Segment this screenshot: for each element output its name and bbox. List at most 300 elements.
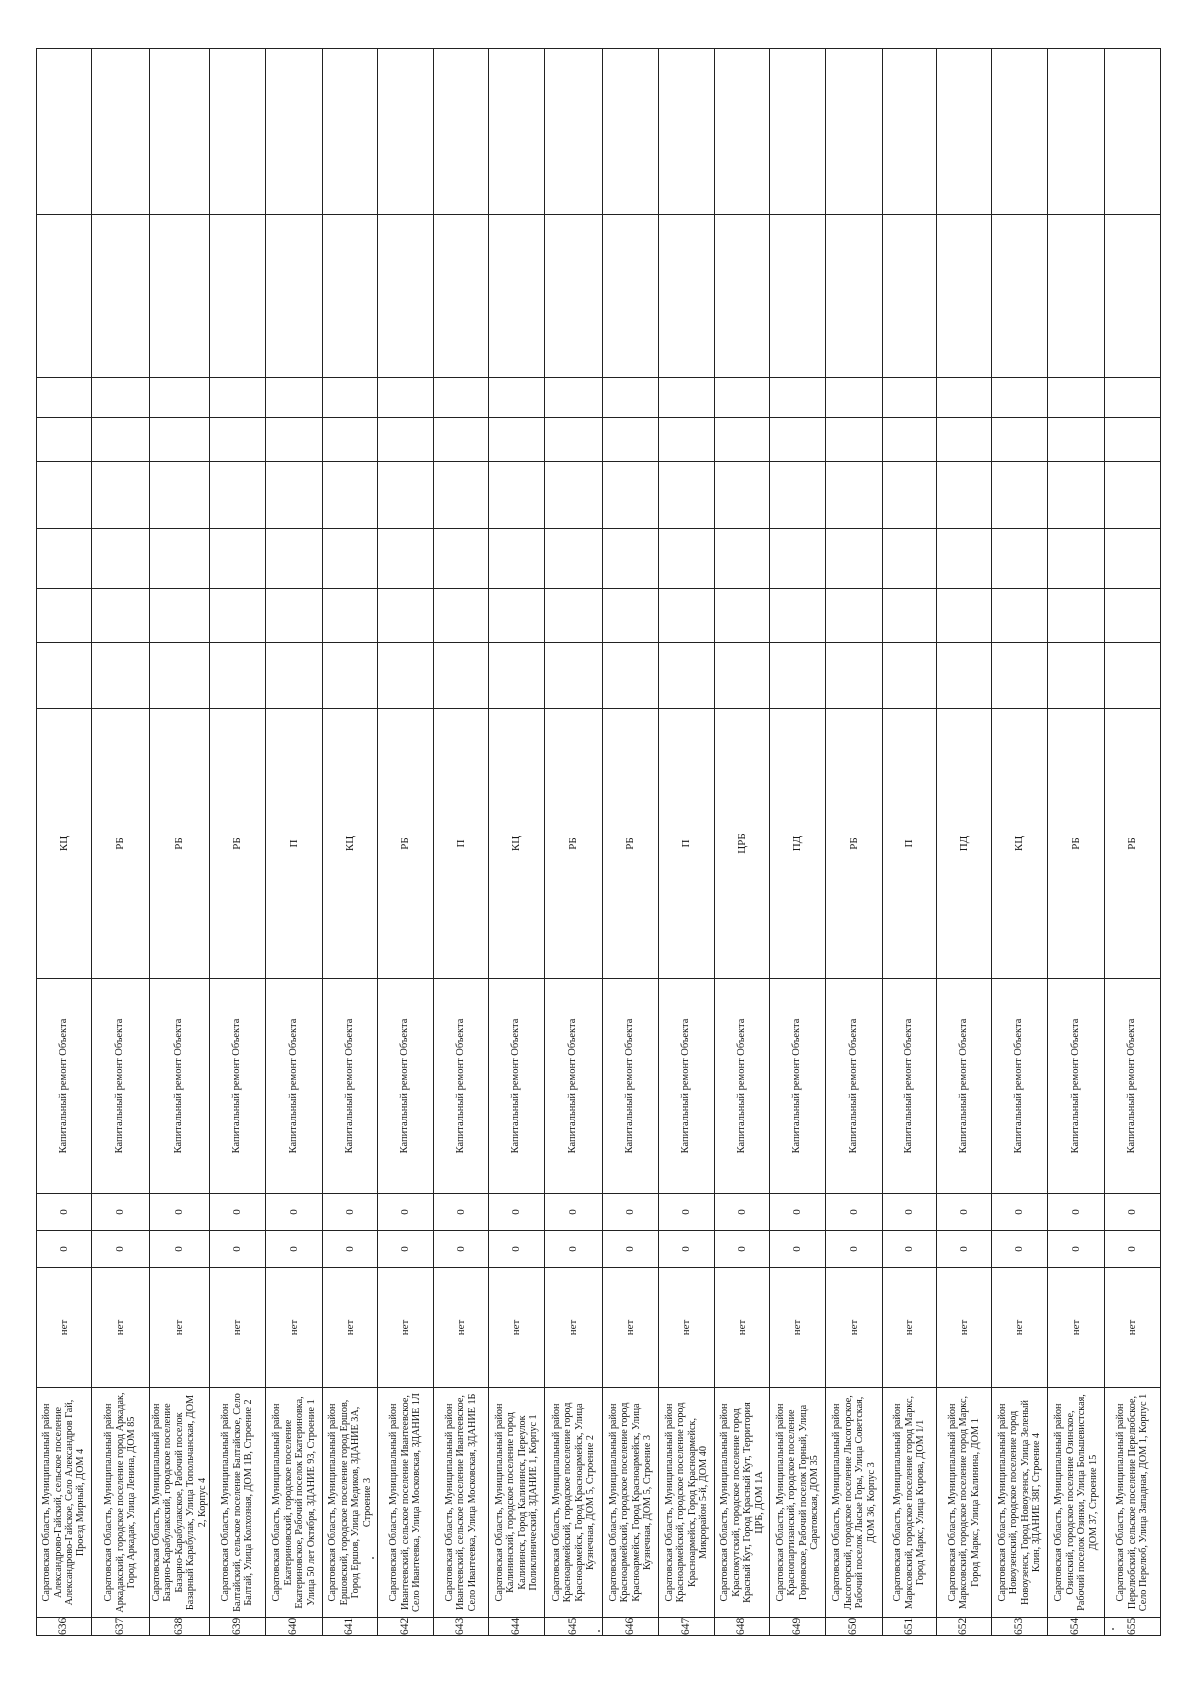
empty-cell [545, 462, 603, 529]
empty-cell [92, 378, 150, 418]
scan-speck [372, 1557, 374, 1559]
empty-cell [378, 49, 434, 215]
empty-cell [883, 215, 937, 378]
contract-cell: нет [266, 1268, 323, 1388]
empty-cell [992, 643, 1048, 709]
empty-cell [545, 589, 603, 643]
value-cell: 0 [150, 1194, 210, 1231]
empty-cell [434, 589, 489, 643]
code-cell: ПД [937, 709, 992, 979]
value-cell: 0 [770, 1231, 826, 1268]
table-body [37, 49, 1161, 1636]
empty-cell [323, 378, 378, 418]
empty-cell [1105, 643, 1161, 709]
work-type-cell: Капитальный ремонт Объекта [1105, 979, 1161, 1194]
empty-cell [545, 378, 603, 418]
empty-cell [826, 215, 883, 378]
code-cell: КЦ [37, 709, 92, 979]
empty-cell [434, 462, 489, 529]
row-number: 646 [603, 1618, 659, 1636]
contract-cell: нет [92, 1268, 150, 1388]
value-cell: 0 [545, 1231, 603, 1268]
empty-cell [37, 215, 92, 378]
empty-cell [1105, 462, 1161, 529]
empty-cell [937, 49, 992, 215]
empty-cell [1048, 418, 1105, 462]
work-type-cell: Капитальный ремонт Объекта [210, 979, 266, 1194]
empty-cell [603, 589, 659, 643]
empty-cell [883, 462, 937, 529]
contract-cell: нет [37, 1268, 92, 1388]
table-row [266, 49, 323, 1636]
empty-cell [1048, 529, 1105, 589]
value-cell: 0 [659, 1194, 715, 1231]
empty-cell [489, 49, 545, 215]
empty-cell [937, 215, 992, 378]
address-cell: Саратовская Область, Муниципальный район Красноармейский, городское поселение город Красноармейск, Город Красноармейск, Улица Кузнечная, ДОМ 5, Строение 2 [545, 1388, 603, 1618]
code-cell: РБ [150, 709, 210, 979]
empty-cell [150, 589, 210, 643]
empty-cell [770, 378, 826, 418]
row-number: 636 [37, 1618, 92, 1636]
address-cell: Саратовская Область, Муниципальный район Краснокутский, городское поселение город Красный Кут, Город Красный Кут, Территория ЦРБ, ДОМ 1А [715, 1388, 770, 1618]
empty-cell [659, 589, 715, 643]
value-cell: 0 [937, 1231, 992, 1268]
empty-cell [150, 49, 210, 215]
scan-speck [1112, 1628, 1114, 1630]
empty-cell [378, 418, 434, 462]
empty-cell [434, 215, 489, 378]
row-number: 653 [992, 1618, 1048, 1636]
empty-cell [210, 49, 266, 215]
empty-cell [37, 529, 92, 589]
code-cell: П [883, 709, 937, 979]
table-row [659, 49, 715, 1636]
row-number: 642 [378, 1618, 434, 1636]
code-cell: П [659, 709, 715, 979]
empty-cell [826, 49, 883, 215]
work-type-cell: Капитальный ремонт Объекта [37, 979, 92, 1194]
value-cell: 0 [210, 1194, 266, 1231]
value-cell: 0 [715, 1194, 770, 1231]
work-type-cell: Капитальный ремонт Объекта [378, 979, 434, 1194]
code-cell: П [434, 709, 489, 979]
address-cell: Саратовская Область, Муниципальный район Лысогорский, городское поселение Лысогорское, Рабочий поселок Лысые Горы, Улица Советская, ДОМ 36, Корпус 3 [826, 1388, 883, 1618]
value-cell: 0 [826, 1194, 883, 1231]
table-row [883, 49, 937, 1636]
empty-cell [37, 49, 92, 215]
empty-cell [715, 418, 770, 462]
empty-cell [266, 378, 323, 418]
empty-cell [715, 378, 770, 418]
contract-cell: нет [883, 1268, 937, 1388]
empty-cell [603, 643, 659, 709]
value-cell: 0 [489, 1231, 545, 1268]
empty-cell [266, 215, 323, 378]
code-cell: РБ [378, 709, 434, 979]
table-row [378, 49, 434, 1636]
work-type-cell: Капитальный ремонт Объекта [770, 979, 826, 1194]
empty-cell [434, 49, 489, 215]
table-row [434, 49, 489, 1636]
value-cell: 0 [883, 1194, 937, 1231]
empty-cell [883, 643, 937, 709]
empty-cell [603, 462, 659, 529]
value-cell: 0 [37, 1231, 92, 1268]
value-cell: 0 [545, 1194, 603, 1231]
table-row [992, 49, 1048, 1636]
contract-cell: нет [1105, 1268, 1161, 1388]
contract-cell: нет [826, 1268, 883, 1388]
contract-cell: нет [545, 1268, 603, 1388]
empty-cell [603, 529, 659, 589]
empty-cell [210, 589, 266, 643]
address-cell: Саратовская Область, Муниципальный район Красноармейский, городское поселение город Красноармейск, Город Красноармейск, Улица Кузнечная, ДОМ 5, Строение 3 [603, 1388, 659, 1618]
contract-cell: нет [323, 1268, 378, 1388]
address-cell: Саратовская Область, Муниципальный район Краснопартизанский, городское поселение Горновское, Рабочий поселок Горный, Улица Саратовская, ДОМ 35 [770, 1388, 826, 1618]
empty-cell [378, 215, 434, 378]
empty-cell [1105, 589, 1161, 643]
empty-cell [883, 529, 937, 589]
empty-cell [992, 418, 1048, 462]
code-cell: РБ [603, 709, 659, 979]
contract-cell: нет [489, 1268, 545, 1388]
table-row [489, 49, 545, 1636]
empty-cell [826, 378, 883, 418]
work-type-cell: Капитальный ремонт Объекта [883, 979, 937, 1194]
table-row [1105, 49, 1161, 1636]
value-cell: 0 [826, 1231, 883, 1268]
address-cell: Саратовская Область, Муниципальный район Базарно-Карабулакский, городское поселение Базарно-Карабулакское, Рабочий поселок Базарный Карабулак, Улица Топольчанская, ДОМ 2, Корпус 4 [150, 1388, 210, 1618]
value-cell: 0 [1105, 1231, 1161, 1268]
empty-cell [378, 378, 434, 418]
empty-cell [715, 643, 770, 709]
empty-cell [883, 589, 937, 643]
empty-cell [92, 462, 150, 529]
address-cell: Саратовская Область, Муниципальный район Аркадакский, городское поселение город Аркадак, Город Аркадак, Улица Ленина, ДОМ 85 [92, 1388, 150, 1618]
empty-cell [883, 49, 937, 215]
scan-speck [598, 1630, 600, 1632]
empty-cell [37, 462, 92, 529]
work-type-cell: Капитальный ремонт Объекта [1048, 979, 1105, 1194]
table-row [323, 49, 378, 1636]
empty-cell [489, 378, 545, 418]
value-cell: 0 [715, 1231, 770, 1268]
empty-cell [92, 643, 150, 709]
empty-cell [1105, 378, 1161, 418]
empty-cell [323, 643, 378, 709]
empty-cell [37, 378, 92, 418]
value-cell: 0 [1105, 1194, 1161, 1231]
empty-cell [937, 529, 992, 589]
code-cell: КЦ [489, 709, 545, 979]
empty-cell [1048, 462, 1105, 529]
objects-table [36, 48, 1161, 1636]
value-cell: 0 [266, 1194, 323, 1231]
empty-cell [378, 589, 434, 643]
address-cell: Саратовская Область, Муниципальный район Ивантеевский, сельское поселение Ивантеевское, Село Ивантеевка, Улица Московская, ЗДАНИЕ 1Л [378, 1388, 434, 1618]
empty-cell [992, 529, 1048, 589]
code-cell: П [266, 709, 323, 979]
value-cell: 0 [378, 1231, 434, 1268]
code-cell: РБ [1105, 709, 1161, 979]
empty-cell [489, 589, 545, 643]
empty-cell [378, 643, 434, 709]
empty-cell [210, 462, 266, 529]
empty-cell [937, 418, 992, 462]
empty-cell [210, 418, 266, 462]
empty-cell [992, 589, 1048, 643]
empty-cell [659, 215, 715, 378]
row-number: 648 [715, 1618, 770, 1636]
contract-cell: нет [659, 1268, 715, 1388]
table-row [37, 49, 92, 1636]
row-number: 637 [92, 1618, 150, 1636]
table-row [92, 49, 150, 1636]
empty-cell [883, 418, 937, 462]
row-number: 654 [1048, 1618, 1105, 1636]
code-cell: ПД [770, 709, 826, 979]
empty-cell [378, 462, 434, 529]
address-cell: Саратовская Область, Муниципальный район Екатериновский, городское поселение Екатериновское, Рабочий поселок Екатериновка, Улица 50 лет Октября, ЗДАНИЕ 93, Строение 1 [266, 1388, 323, 1618]
value-cell: 0 [603, 1231, 659, 1268]
row-number: 639 [210, 1618, 266, 1636]
table-row [1048, 49, 1105, 1636]
empty-cell [1048, 378, 1105, 418]
empty-cell [323, 49, 378, 215]
empty-cell [545, 418, 603, 462]
contract-cell: нет [150, 1268, 210, 1388]
empty-cell [992, 378, 1048, 418]
empty-cell [826, 418, 883, 462]
value-cell: 0 [92, 1231, 150, 1268]
value-cell: 0 [1048, 1194, 1105, 1231]
address-cell: Саратовская Область, Муниципальный район Перелюбский, сельское поселение Перелюбское, Село Перелюб, Улица Западная, ДОМ 1, Корпус 1 [1105, 1388, 1161, 1618]
empty-cell [1105, 49, 1161, 215]
code-cell: РБ [545, 709, 603, 979]
empty-cell [210, 215, 266, 378]
empty-cell [1048, 215, 1105, 378]
address-cell: Саратовская Область, Муниципальный район Александрово-Гайский, сельское поселение Александрово-Гайское, Село Александров Гай, Проезд Мирный, ДОМ 4 [37, 1388, 92, 1618]
code-cell: ЦРБ [715, 709, 770, 979]
contract-cell: нет [434, 1268, 489, 1388]
empty-cell [434, 418, 489, 462]
empty-cell [826, 529, 883, 589]
empty-cell [545, 215, 603, 378]
table-row [150, 49, 210, 1636]
empty-cell [434, 529, 489, 589]
code-cell: КЦ [992, 709, 1048, 979]
value-cell: 0 [434, 1194, 489, 1231]
empty-cell [92, 49, 150, 215]
empty-cell [150, 215, 210, 378]
work-type-cell: Капитальный ремонт Объекта [434, 979, 489, 1194]
empty-cell [1048, 589, 1105, 643]
empty-cell [659, 418, 715, 462]
value-cell: 0 [150, 1231, 210, 1268]
empty-cell [489, 462, 545, 529]
empty-cell [323, 589, 378, 643]
table-row [715, 49, 770, 1636]
value-cell: 0 [992, 1194, 1048, 1231]
value-cell: 0 [37, 1194, 92, 1231]
empty-cell [770, 589, 826, 643]
contract-cell: нет [937, 1268, 992, 1388]
value-cell: 0 [434, 1231, 489, 1268]
code-cell: РБ [210, 709, 266, 979]
value-cell: 0 [659, 1231, 715, 1268]
empty-cell [770, 529, 826, 589]
value-cell: 0 [323, 1231, 378, 1268]
table-row [603, 49, 659, 1636]
contract-cell: нет [378, 1268, 434, 1388]
empty-cell [37, 589, 92, 643]
code-cell: РБ [92, 709, 150, 979]
empty-cell [715, 589, 770, 643]
empty-cell [266, 49, 323, 215]
value-cell: 0 [323, 1194, 378, 1231]
empty-cell [826, 589, 883, 643]
empty-cell [92, 418, 150, 462]
code-cell: КЦ [323, 709, 378, 979]
table-row [545, 49, 603, 1636]
empty-cell [266, 462, 323, 529]
empty-cell [770, 49, 826, 215]
contract-cell: нет [603, 1268, 659, 1388]
empty-cell [434, 378, 489, 418]
empty-cell [659, 49, 715, 215]
empty-cell [210, 643, 266, 709]
empty-cell [545, 529, 603, 589]
empty-cell [37, 418, 92, 462]
empty-cell [37, 643, 92, 709]
work-type-cell: Капитальный ремонт Объекта [937, 979, 992, 1194]
empty-cell [1048, 49, 1105, 215]
empty-cell [770, 643, 826, 709]
contract-cell: нет [715, 1268, 770, 1388]
address-cell: Саратовская Область, Муниципальный район Калининский, городское поселение город Калининск, Город Калининск, Переулок Поликлинический, ЗДАНИЕ 1, Корпус 1 [489, 1388, 545, 1618]
empty-cell [150, 378, 210, 418]
value-cell: 0 [210, 1231, 266, 1268]
empty-cell [323, 529, 378, 589]
value-cell: 0 [770, 1194, 826, 1231]
work-type-cell: Капитальный ремонт Объекта [489, 979, 545, 1194]
empty-cell [210, 378, 266, 418]
empty-cell [715, 529, 770, 589]
empty-cell [1048, 643, 1105, 709]
address-cell: Саратовская Область, Муниципальный район Красноармейский, городское поселение город Красноармейск, Город Красноармейск, Микрорайон 5-й, ДОМ 40 [659, 1388, 715, 1618]
address-cell: Саратовская Область, Муниципальный район Новоузенский, городское поселение город Новоузенск, Город Новоузенск, Улица Зеленый Клин, ЗДАНИЕ 38Г, Строение 4 [992, 1388, 1048, 1618]
row-number: 652 [937, 1618, 992, 1636]
row-number: 638 [150, 1618, 210, 1636]
empty-cell [489, 215, 545, 378]
work-type-cell: Капитальный ремонт Объекта [323, 979, 378, 1194]
value-cell: 0 [489, 1194, 545, 1231]
empty-cell [603, 49, 659, 215]
empty-cell [434, 643, 489, 709]
empty-cell [992, 215, 1048, 378]
empty-cell [489, 418, 545, 462]
address-cell: Саратовская Область, Муниципальный район Ивантеевский, сельское поселение Ивантеевское, Село Ивантеевка, Улица Московская, ЗДАНИЕ 1Б [434, 1388, 489, 1618]
empty-cell [150, 643, 210, 709]
contract-cell: нет [1048, 1268, 1105, 1388]
address-cell: Саратовская Область, Муниципальный район Озинский, городское поселение Озинское, Рабочий поселок Озинки, Улица Большевистская, ДОМ 37, Строение 15 [1048, 1388, 1105, 1618]
empty-cell [826, 643, 883, 709]
empty-cell [92, 529, 150, 589]
empty-cell [266, 589, 323, 643]
empty-cell [937, 462, 992, 529]
empty-cell [150, 529, 210, 589]
row-number: 643 [434, 1618, 489, 1636]
work-type-cell: Капитальный ремонт Объекта [992, 979, 1048, 1194]
work-type-cell: Капитальный ремонт Объекта [715, 979, 770, 1194]
address-cell: Саратовская Область, Муниципальный район Ершовский, городское поселение город Ершов, Город Ершов, Улица Медиков, ЗДАНИЕ 3А, Строение 3 [323, 1388, 378, 1618]
table-row [770, 49, 826, 1636]
empty-cell [150, 462, 210, 529]
empty-cell [266, 529, 323, 589]
value-cell: 0 [92, 1194, 150, 1231]
contract-cell: нет [770, 1268, 826, 1388]
value-cell: 0 [1048, 1231, 1105, 1268]
code-cell: РБ [826, 709, 883, 979]
value-cell: 0 [266, 1231, 323, 1268]
empty-cell [150, 418, 210, 462]
table-row [826, 49, 883, 1636]
empty-cell [603, 418, 659, 462]
address-cell: Саратовская Область, Муниципальный район Марксовский, городское поселение город Маркс, Город Маркс, Улица Калинина, ДОМ 1 [937, 1388, 992, 1618]
empty-cell [489, 529, 545, 589]
empty-cell [937, 378, 992, 418]
empty-cell [1105, 418, 1161, 462]
row-number: 641 [323, 1618, 378, 1636]
work-type-cell: Капитальный ремонт Объекта [92, 979, 150, 1194]
empty-cell [323, 215, 378, 378]
empty-cell [992, 462, 1048, 529]
row-number: 649 [770, 1618, 826, 1636]
work-type-cell: Капитальный ремонт Объекта [659, 979, 715, 1194]
empty-cell [883, 378, 937, 418]
empty-cell [992, 49, 1048, 215]
value-cell: 0 [603, 1194, 659, 1231]
work-type-cell: Капитальный ремонт Объекта [545, 979, 603, 1194]
empty-cell [659, 462, 715, 529]
table-row [210, 49, 266, 1636]
empty-cell [937, 643, 992, 709]
empty-cell [659, 529, 715, 589]
table-row [937, 49, 992, 1636]
empty-cell [92, 215, 150, 378]
empty-cell [770, 418, 826, 462]
value-cell: 0 [992, 1231, 1048, 1268]
work-type-cell: Капитальный ремонт Объекта [150, 979, 210, 1194]
value-cell: 0 [937, 1194, 992, 1231]
empty-cell [659, 643, 715, 709]
empty-cell [715, 215, 770, 378]
address-cell: Саратовская Область, Муниципальный район Марксовский, городское поселение город Маркс, Город Маркс, Улица Кирова, ДОМ 1/1 [883, 1388, 937, 1618]
row-number: 650 [826, 1618, 883, 1636]
empty-cell [603, 215, 659, 378]
code-cell: РБ [1048, 709, 1105, 979]
work-type-cell: Капитальный ремонт Объекта [826, 979, 883, 1194]
empty-cell [659, 378, 715, 418]
empty-cell [1105, 529, 1161, 589]
empty-cell [92, 589, 150, 643]
empty-cell [603, 378, 659, 418]
value-cell: 0 [883, 1231, 937, 1268]
empty-cell [545, 643, 603, 709]
empty-cell [826, 462, 883, 529]
work-type-cell: Капитальный ремонт Объекта [266, 979, 323, 1194]
